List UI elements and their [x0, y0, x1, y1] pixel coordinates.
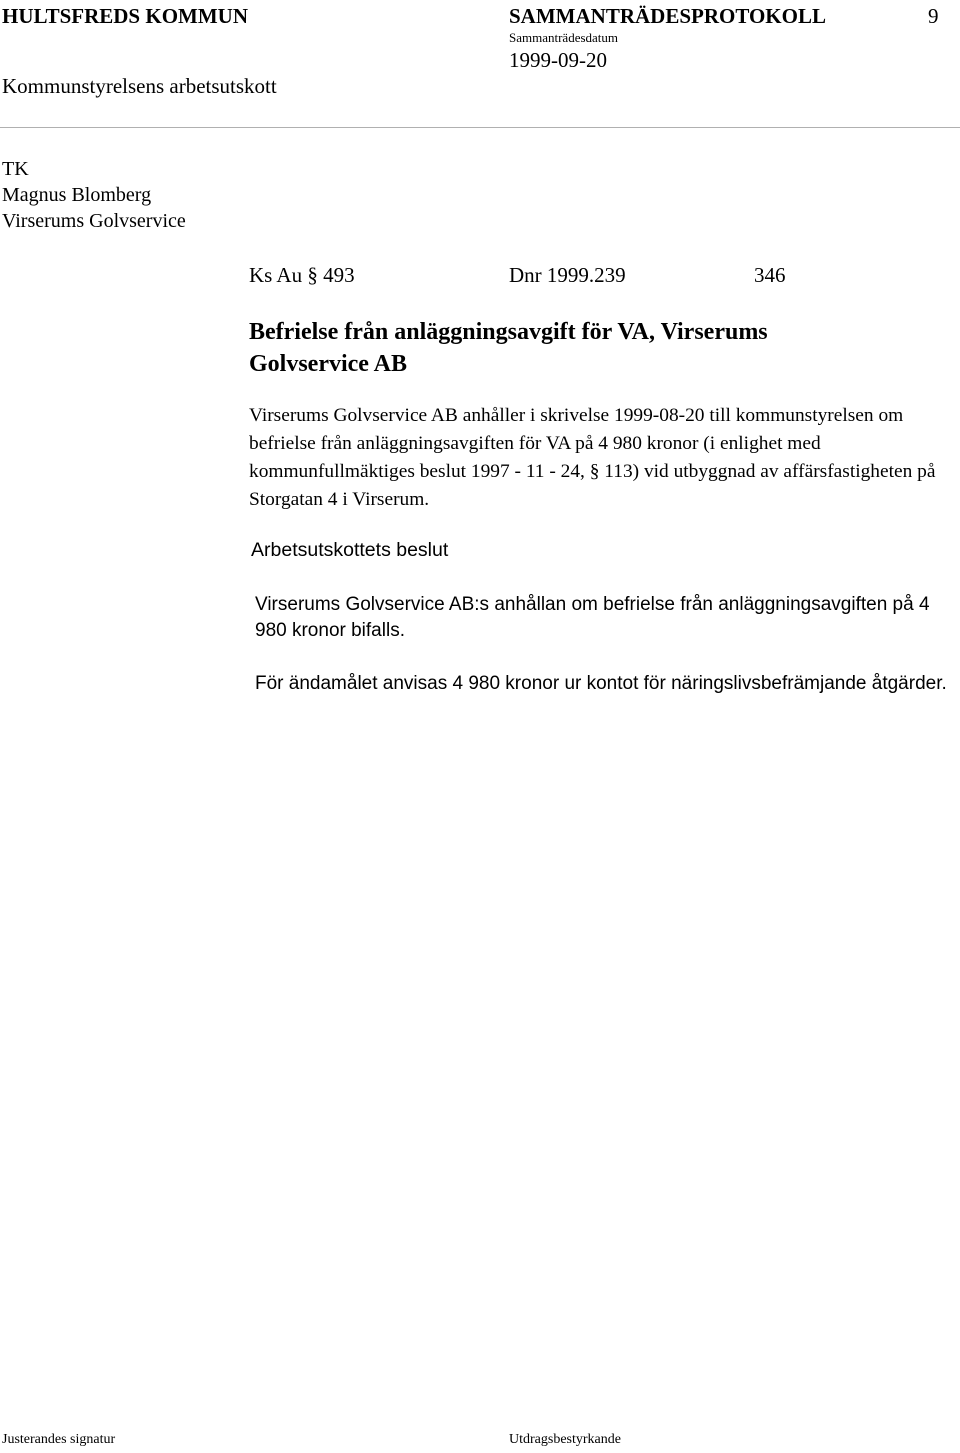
document-title: Befrielse från anläggningsavgift för VA, Virserums Golvservice AB: [249, 319, 768, 377]
header-divider: [0, 127, 960, 128]
decision-heading: Arbetsutskottets beslut: [251, 539, 449, 561]
recipient-block: [2, 156, 186, 234]
decision-paragraph-1: Virserums Golvservice AB:s anhållan om befrielse från anläggningsavgiften på 4 980 kronor bifalls.: [255, 594, 930, 641]
meeting-date: 1999-09-20: [509, 48, 607, 72]
municipality-name: HULTSFREDS KOMMUN: [2, 4, 249, 28]
recipient-line-3: Virserums Golvservice: [2, 210, 186, 232]
decision-paragraph-2: För ändamålet anvisas 4 980 kronor ur kontot för näringslivsbefrämjande åtgärder.: [255, 673, 947, 694]
meeting-date-label: Sammanträdesdatum: [509, 30, 619, 45]
case-number: Dnr 1999.239: [509, 263, 626, 287]
recipient-line-2: Magnus Blomberg: [2, 184, 152, 206]
section-reference: Ks Au § 493: [249, 263, 355, 287]
page-number: 9: [928, 4, 939, 28]
committee-name: Kommunstyrelsens arbetsutskott: [2, 74, 277, 98]
body-paragraph: Virserums Golvservice AB anhåller i skrivelse 1999-08-20 till kommunstyrelsen om befrielse från anläggningsavgiften för VA på 4 980 kronor (i enlighet med kommunfullmäktiges beslut 1997 - 11 - 24, § 113) vid utbyggnad av affärsfastigheten på Storgatan 4 i Virserum.: [249, 405, 936, 510]
footer-certification-label: Utdragsbestyrkande: [509, 1432, 621, 1447]
recipient-line-1: TK: [2, 158, 29, 180]
item-number: 346: [754, 263, 786, 287]
footer-signature-label: Justerandes signatur: [2, 1432, 116, 1447]
protocol-title: SAMMANTRÄDESPROTOKOLL: [509, 4, 826, 28]
